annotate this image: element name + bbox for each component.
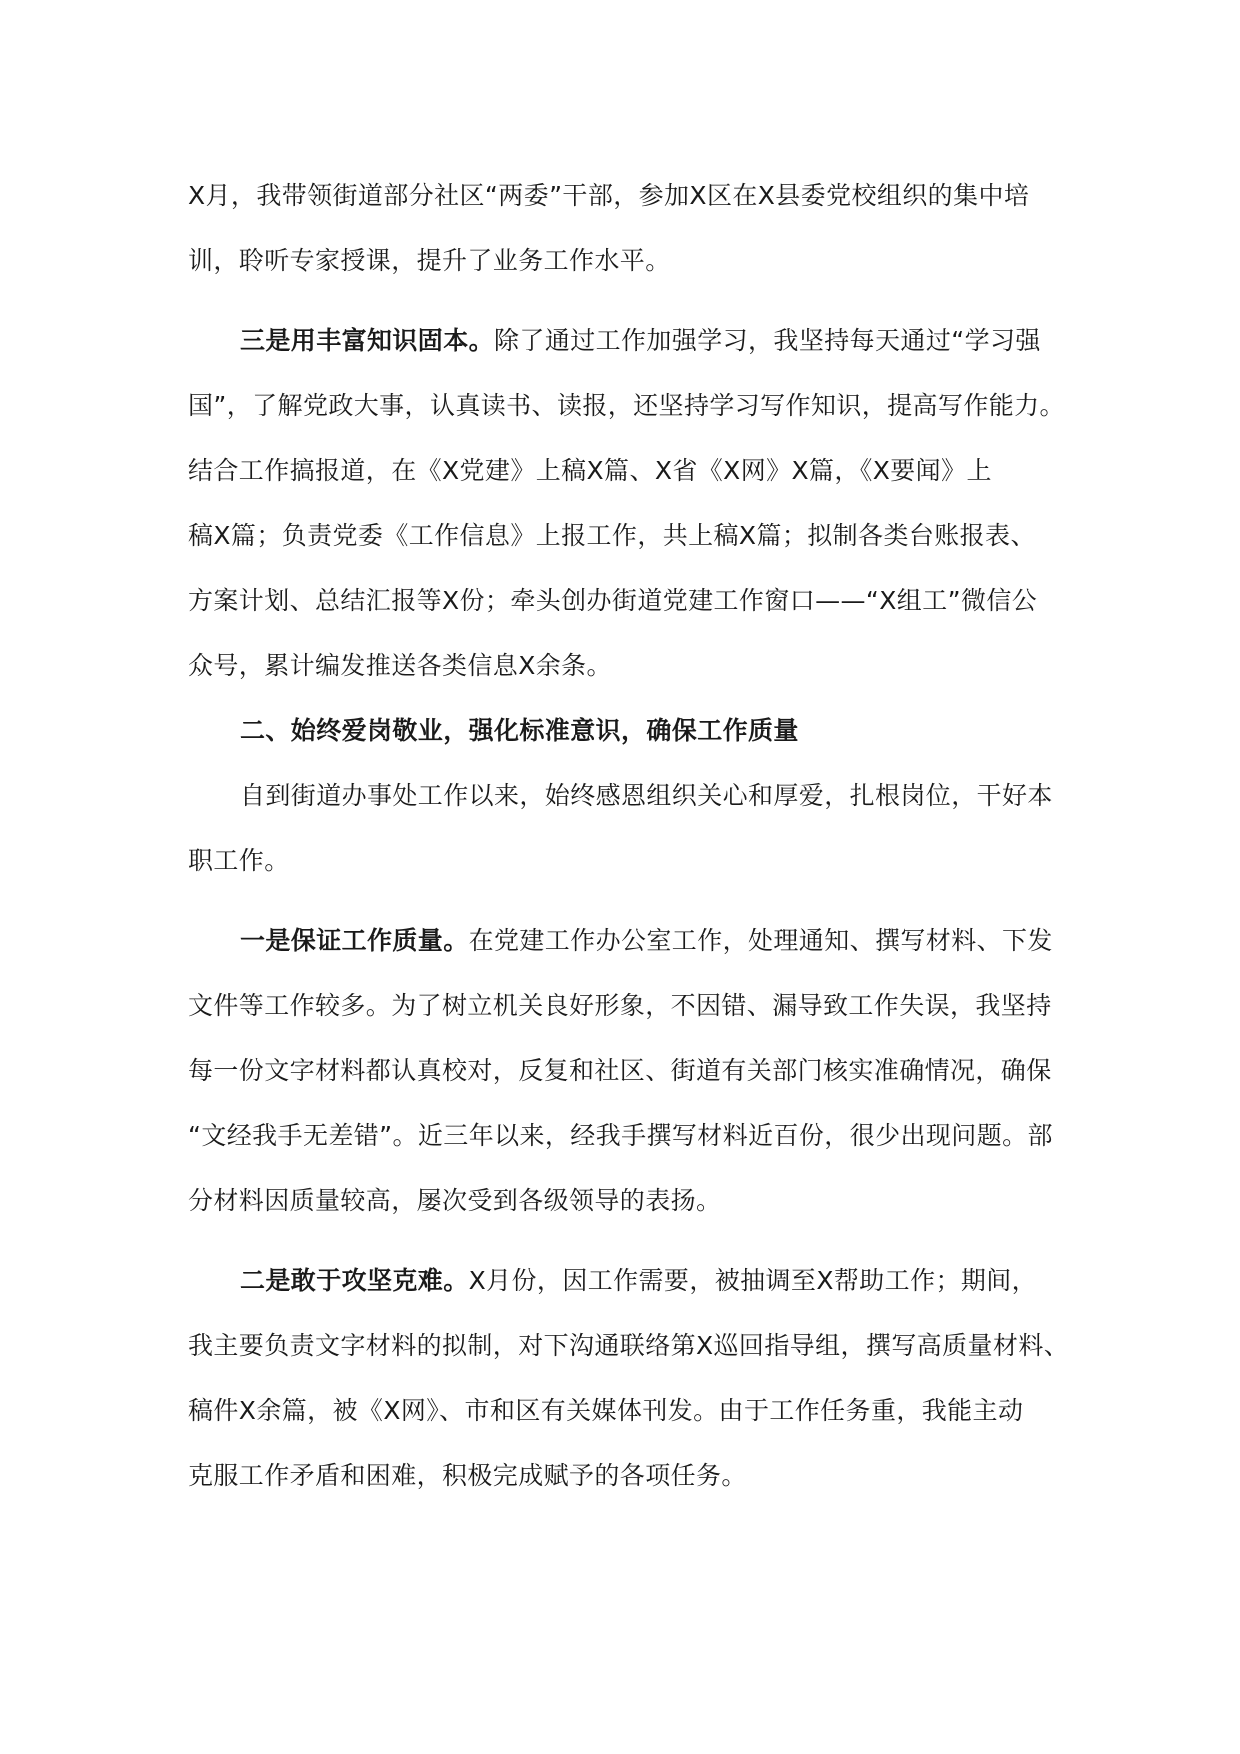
text-line: 克服工作矛盾和困难，积极完成赋予的各项任务。 (188, 1461, 747, 1490)
text-line: 文件等工作较多。为了树立机关良好形象，不因错、漏导致工作失误，我坚持 (188, 991, 1052, 1020)
paragraph-lead-rest: 除了通过工作加强学习，我坚持每天通过“学习强 (494, 326, 1041, 355)
paragraph-training (188, 163, 1062, 293)
text-line: 方案计划、总结汇报等X份；牵头创办街道党建工作窗口——“X组工”微信公 (188, 586, 1038, 615)
text-line (188, 908, 1062, 973)
paragraph-intro (188, 763, 1062, 893)
text-line: 训，聆听专家授课，提升了业务工作水平。 (188, 246, 671, 275)
paragraph-lead: 一是保证工作质量。 (240, 926, 469, 955)
text-line: 每一份文字材料都认真校对，反复和社区、街道有关部门核实准确情况，确保 (188, 1056, 1052, 1085)
paragraph-lead: 三是用丰富知识固本。 (240, 326, 495, 355)
text-line: 结合工作搞报道，在《X党建》上稿X篇、X省《X网》X篇，《X要闻》上 (188, 456, 992, 485)
text-line: X月，我带领街道部分社区“两委”干部，参加X区在X县委党校组织的集中培 (188, 181, 1030, 210)
paragraph-lead-rest: 在党建工作办公室工作，处理通知、撰写材料、下发 (468, 926, 1053, 955)
text-line: “文经我手无差错”。近三年以来，经我手撰写材料近百份，很少出现问题。部 (188, 1121, 1053, 1150)
text-line: 自到街道办事处工作以来，始终感恩组织关心和厚爱，扎根岗位，干好本 (240, 781, 1053, 810)
text-line (188, 308, 1062, 373)
paragraph-lead-rest: X月份，因工作需要，被抽调至X帮助工作；期间， (468, 1266, 1038, 1295)
text-line: 职工作。 (188, 846, 290, 875)
text-line: 稿件X余篇，被《X网》、市和区有关媒体刊发。由于工作任务重，我能主动 (188, 1396, 1024, 1425)
section-heading: 二、始终爱岗敬业，强化标准意识，确保工作质量 (240, 716, 799, 745)
text-line: 分材料因质量较高，屡次受到各级领导的表扬。 (188, 1186, 722, 1215)
text-line: 我主要负责文字材料的拟制，对下沟通联络第X巡回指导组，撰写高质量材料、 (188, 1331, 1070, 1360)
text-line: 众号，累计编发推送各类信息X余条。 (188, 651, 612, 680)
paragraph-quality (188, 908, 1062, 1233)
text-line: 国”，了解党政大事，认真读书、读报，还坚持学习写作知识，提高写作能力。 (188, 391, 1065, 420)
paragraph-knowledge (188, 308, 1065, 698)
text-line (188, 1248, 1062, 1313)
document-body (188, 163, 1070, 1508)
paragraph-lead: 二是敢于攻坚克难。 (240, 1266, 469, 1295)
text-line: 稿X篇；负责党委《工作信息》上报工作，共上稿X篇；拟制各类台账报表、 (188, 521, 1036, 550)
paragraph-challenge (188, 1248, 1070, 1508)
